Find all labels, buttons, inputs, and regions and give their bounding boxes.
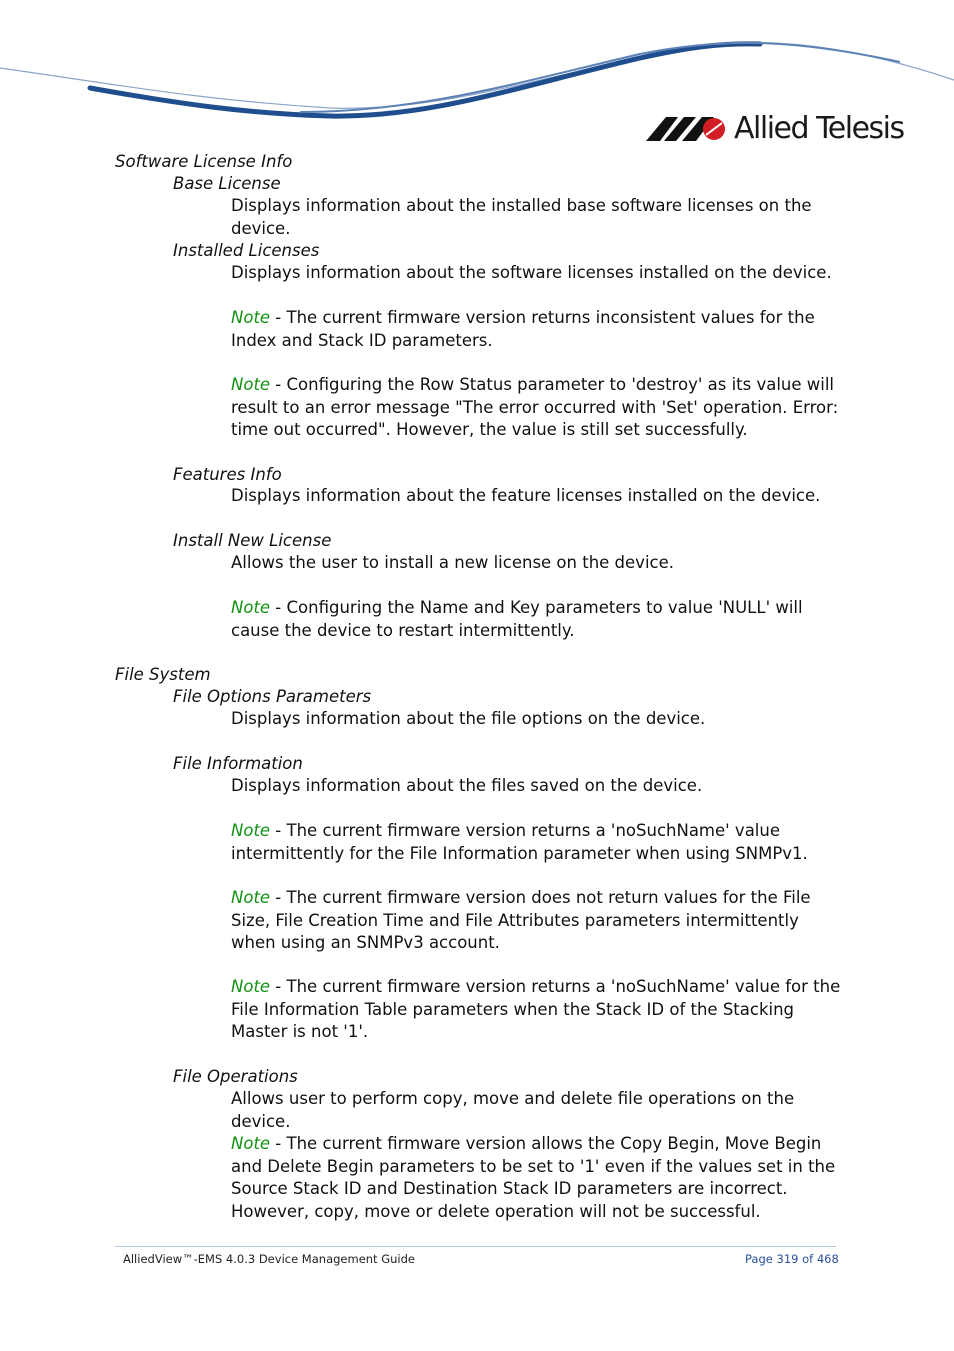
description-paragraph: Allows the user to install a new license on the device. xyxy=(231,553,674,572)
note-separator: - xyxy=(270,308,287,327)
note-paragraph xyxy=(231,307,841,352)
note-separator: - xyxy=(270,598,287,617)
subsection-heading: Base License xyxy=(173,174,281,193)
subsection-heading: File Operations xyxy=(173,1067,298,1086)
subsection-heading: Features Info xyxy=(173,465,282,484)
note-label: Note xyxy=(231,1134,271,1153)
note-paragraph xyxy=(231,820,841,865)
note-paragraph xyxy=(231,887,841,955)
note-separator: - xyxy=(270,888,287,907)
note-text: Configuring the Name and Key parameters to value 'NULL' will cause the device to restart intermittently. xyxy=(231,598,803,640)
subsection-heading: Install New License xyxy=(173,531,332,550)
brand-logo xyxy=(646,108,904,148)
note-label: Note xyxy=(231,308,271,327)
note-separator: - xyxy=(270,1134,287,1153)
note-separator: - xyxy=(270,821,287,840)
section-heading: Software License Info xyxy=(115,152,293,171)
footer-page-number: Page 319 of 468 xyxy=(745,1252,839,1266)
note-label: Note xyxy=(231,598,271,617)
note-label: Note xyxy=(231,888,271,907)
note-text: The current firmware version returns inconsistent values for the Index and Stack ID parameters. xyxy=(231,308,815,350)
brand-name: Allied Telesis xyxy=(734,110,904,146)
note-separator: - xyxy=(270,375,287,394)
note-paragraph xyxy=(231,976,841,1044)
note-paragraph xyxy=(231,597,841,642)
description-paragraph: Displays information about the feature licenses installed on the device. xyxy=(231,486,821,505)
description-paragraph: Displays information about the installed base software licenses on the device. xyxy=(231,196,812,238)
note-label: Note xyxy=(231,375,271,394)
section-heading: File System xyxy=(115,665,211,684)
note-paragraph xyxy=(231,374,841,442)
description-paragraph: Displays information about the files saved on the device. xyxy=(231,776,703,795)
note-text: Configuring the Row Status parameter to 'destroy' as its value will result to an error message "The error occurred with 'Set' operation. Error: time out occurred". However, the value is still set successfully. xyxy=(231,375,839,439)
description-paragraph: Displays information about the file options on the device. xyxy=(231,709,706,728)
description-paragraph: Allows user to perform copy, move and delete file operations on the device. xyxy=(231,1089,795,1131)
note-text: The current firmware version does not return values for the File Size, File Creation Time and File Attributes parameters intermittently when using an SNMPv3 account. xyxy=(231,888,811,952)
description-paragraph: Displays information about the software licenses installed on the device. xyxy=(231,263,832,282)
subsection-heading: File Options Parameters xyxy=(173,687,372,706)
note-text: The current firmware version allows the Copy Begin, Move Begin and Delete Begin parameters to be set to '1' even if the values set in the Source Stack ID and Destination Stack ID parameters are incorrect. However, copy, move or delete operation will not be successful. xyxy=(231,1134,836,1221)
footer-title: AlliedView™-EMS 4.0.3 Device Management Guide xyxy=(123,1252,415,1266)
allied-telesis-mark-icon xyxy=(646,115,728,141)
note-separator: - xyxy=(270,977,287,996)
subsection-heading: Installed Licenses xyxy=(173,241,320,260)
note-text: The current firmware version returns a 'noSuchName' value for the File Information Table parameters when the Stack ID of the Stacking Master is not '1'. xyxy=(231,977,841,1041)
note-text: The current firmware version returns a 'noSuchName' value intermittently for the File Information parameter when using SNMPv1. xyxy=(231,821,808,863)
subsection-heading: File Information xyxy=(173,754,303,773)
note-paragraph xyxy=(231,1133,841,1223)
note-label: Note xyxy=(231,977,271,996)
note-label: Note xyxy=(231,821,271,840)
footer-divider xyxy=(115,1246,836,1247)
